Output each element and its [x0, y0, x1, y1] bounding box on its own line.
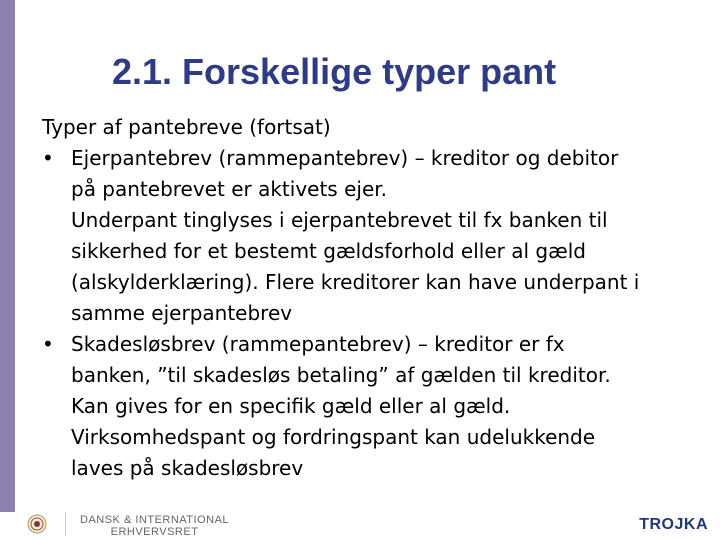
bullet-line: Virksomhedspant og fordringspant kan udelukkende: [71, 425, 596, 449]
org-name: [80, 514, 229, 538]
bullet-line: samme ejerpantebrev: [71, 301, 293, 325]
slide-body: [42, 112, 692, 484]
left-accent-bar: [0, 0, 15, 512]
bullet-icon: •: [42, 332, 54, 356]
bullet-line: Kan gives for en specifik gæld eller al gæld.: [71, 394, 511, 418]
bullet-line: banken, ”til skadesløs betaling” af gælden til kreditor.: [71, 363, 611, 387]
org-name-line: ERHVERVSRET: [110, 526, 199, 538]
bullet-item-ejerpantebrev: [42, 143, 692, 329]
bullet-list: [42, 143, 692, 484]
bullet-icon: •: [42, 146, 54, 170]
subheading: Typer af pantebreve (fortsat): [42, 115, 331, 139]
bullet-line: Underpant tinglyses i ejerpantebrevet til fx banken til: [71, 208, 608, 232]
org-name-line: DANSK & INTERNATIONAL: [80, 514, 230, 526]
bullet-item-skadeslosbrev: [42, 329, 692, 484]
university-seal-icon: [27, 514, 47, 534]
bullet-line: på pantebrevet er aktivets ejer.: [71, 177, 387, 201]
bullet-line: Ejerpantebrev (rammepantebrev) – kreditor og debitor: [71, 146, 619, 170]
bullet-line: (alskylderklæring). Flere kreditorer kan have underpant i: [71, 270, 640, 294]
slide-footer: [0, 508, 720, 540]
brand-logo: TROJKA: [639, 516, 708, 533]
bullet-line: laves på skadesløsbrev: [71, 456, 304, 480]
slide-title: 2.1. Forskellige typer pant: [112, 51, 557, 92]
bullet-line: sikkerhed for et bestemt gældsforhold eller al gæld: [71, 239, 586, 263]
footer-divider: [65, 512, 66, 536]
bullet-line: Skadesløsbrev (rammepantebrev) – kreditor er fx: [71, 332, 565, 356]
